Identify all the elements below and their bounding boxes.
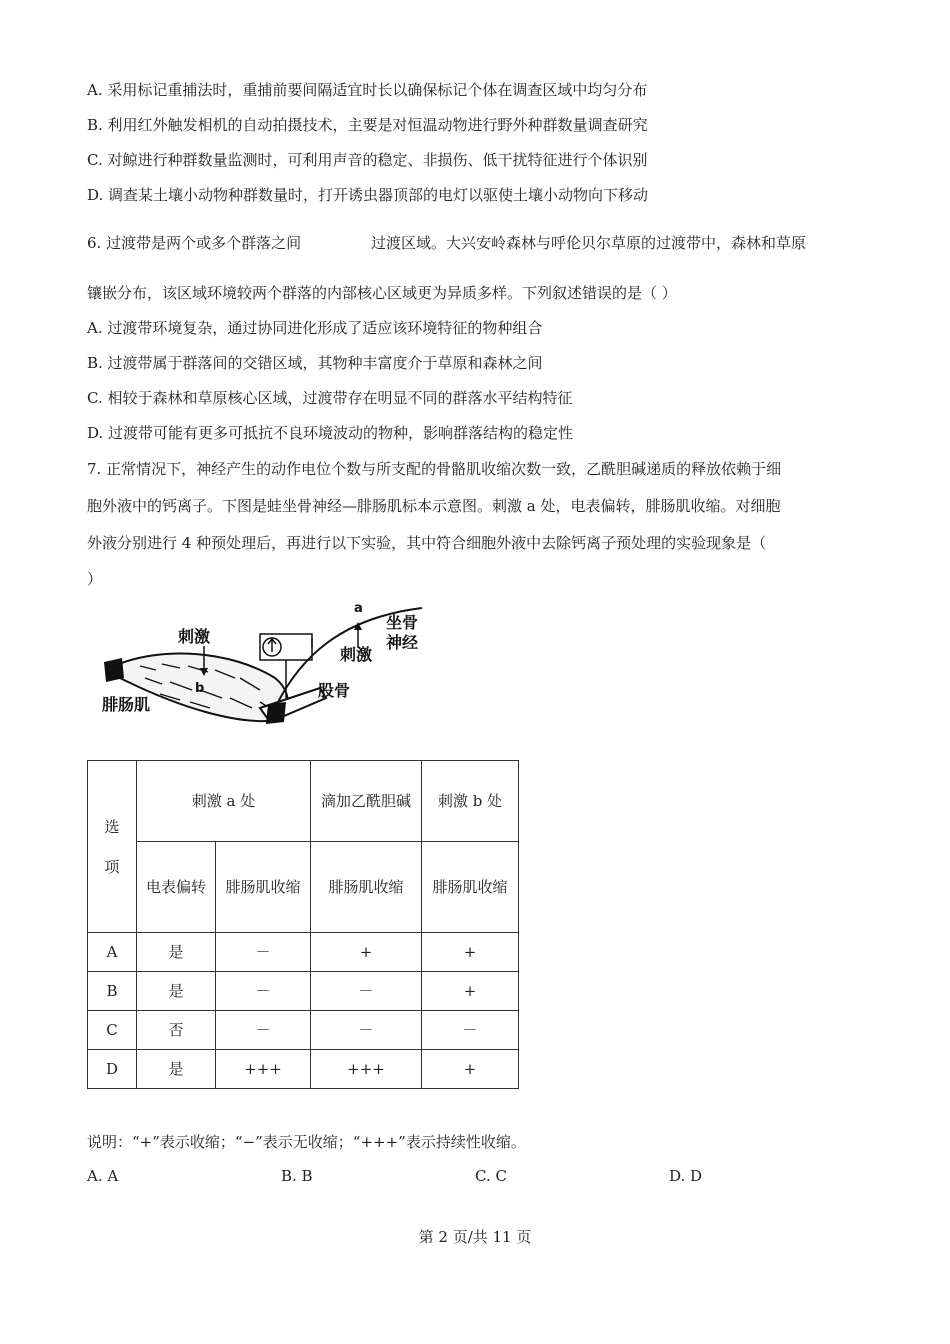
row-option: C <box>88 1011 137 1050</box>
row-ach: +++ <box>311 1050 422 1089</box>
row-option: B <box>88 972 137 1011</box>
row-a-muscle: － <box>216 1011 311 1050</box>
row-ach: － <box>311 1011 422 1050</box>
q6-option-d: D. 过渡带可能有更多可抵抗不良环境波动的物种，影响群落结构的稳定性 <box>87 424 574 442</box>
results-table <box>87 760 519 1089</box>
label-muscle: 腓肠肌 <box>102 695 151 714</box>
table-row <box>88 933 519 972</box>
table-row <box>88 1050 519 1089</box>
header-meter: 电表偏转 <box>137 842 216 933</box>
header-acetylcholine: 滴加乙酰胆碱 <box>311 761 422 842</box>
row-ach: － <box>311 972 422 1011</box>
answer-option-d: D. D <box>669 1167 703 1185</box>
q6-stem-part1: 6. 过渡带是两个或多个群落之间 <box>87 234 302 252</box>
row-option: D <box>88 1050 137 1089</box>
row-a-muscle: － <box>216 972 311 1011</box>
q5-option-d: D. 调查某土壤小动物种群数量时，打开诱虫器顶部的电灯以驱使土壤小动物向下移动 <box>87 186 649 204</box>
header-b-muscle: 腓肠肌收缩 <box>422 842 519 933</box>
label-stimulate-a: 刺激 <box>340 645 373 664</box>
row-b: － <box>422 1011 519 1050</box>
q7-stem-line1: 7. 正常情况下，神经产生的动作电位个数与所支配的骨骼肌收缩次数一致，乙酰胆碱递质的释放依赖于细 <box>87 460 782 478</box>
q6-stem-line2: 镶嵌分布，该区域环境较两个群落的内部核心区域更为异质多样。下列叙述错误的是（ ） <box>87 284 677 302</box>
header-a-muscle: 腓肠肌收缩 <box>216 842 311 933</box>
q5-option-a: A. 采用标记重捕法时，重捕前要间隔适宜时长以确保标记个体在调查区域中均匀分布 <box>87 81 648 99</box>
answer-option-a: A. A <box>87 1167 119 1185</box>
q6-option-c: C. 相较于森林和草原核心区域，过渡带存在明显不同的群落水平结构特征 <box>87 389 573 407</box>
header-stimulate-a: 刺激 a 处 <box>137 761 311 842</box>
row-a-muscle: +++ <box>216 1050 311 1089</box>
row-meter: 是 <box>137 933 216 972</box>
header-stimulate-b: 刺激 b 处 <box>422 761 519 842</box>
q6-option-a: A. 过渡带环境复杂，通过协同进化形成了适应该环境特征的物种组合 <box>87 319 543 337</box>
q6-stem-part2: 过渡区域。大兴安岭森林与呼伦贝尔草原的过渡带中，森林和草原 <box>371 234 807 252</box>
q7-stem-line3: 外液分别进行 4 种预处理后，再进行以下实验，其中符合细胞外液中去除钙离子预处理的实验现象是（ <box>87 534 767 552</box>
table-row <box>88 972 519 1011</box>
q5-option-b: B. 利用红外触发相机的自动拍摄技术，主要是对恒温动物进行野外种群数量调查研究 <box>87 116 648 134</box>
header-option: 选 项 <box>88 761 137 933</box>
frog-nerve-muscle-diagram <box>100 598 430 738</box>
label-stimulate-b: 刺激 <box>178 627 211 646</box>
table-row <box>88 1011 519 1050</box>
label-nerve-2: 神经 <box>386 633 419 652</box>
row-a-muscle: － <box>216 933 311 972</box>
q5-option-c: C. 对鲸进行种群数量监测时，可利用声音的稳定、非损伤、低干扰特征进行个体识别 <box>87 151 648 169</box>
table-note: 说明：“+”表示收缩；“−”表示无收缩；“+++”表示持续性收缩。 <box>87 1133 526 1151</box>
label-b: b <box>195 681 205 696</box>
header-ach-muscle: 腓肠肌收缩 <box>311 842 422 933</box>
q7-stem-line4: ） <box>87 570 103 588</box>
row-meter: 是 <box>137 972 216 1011</box>
row-b: + <box>422 1050 519 1089</box>
label-femur: 股骨 <box>318 681 351 700</box>
row-meter: 否 <box>137 1011 216 1050</box>
row-b: + <box>422 972 519 1011</box>
label-a: a <box>354 601 363 616</box>
label-nerve-1: 坐骨 <box>386 613 419 632</box>
q6-option-b: B. 过渡带属于群落间的交错区域，其物种丰富度介于草原和森林之间 <box>87 354 543 372</box>
row-ach: + <box>311 933 422 972</box>
q7-stem-line2: 胞外液中的钙离子。下图是蛙坐骨神经—腓肠肌标本示意图。刺激 a 处，电表偏转，腓肠肌收缩。对细胞 <box>87 497 781 515</box>
row-b: + <box>422 933 519 972</box>
row-option: A <box>88 933 137 972</box>
answer-option-b: B. B <box>281 1167 313 1185</box>
page-footer: 第 2 页/共 11 页 <box>418 1228 532 1246</box>
row-meter: 是 <box>137 1050 216 1089</box>
answer-option-c: C. C <box>475 1167 507 1185</box>
